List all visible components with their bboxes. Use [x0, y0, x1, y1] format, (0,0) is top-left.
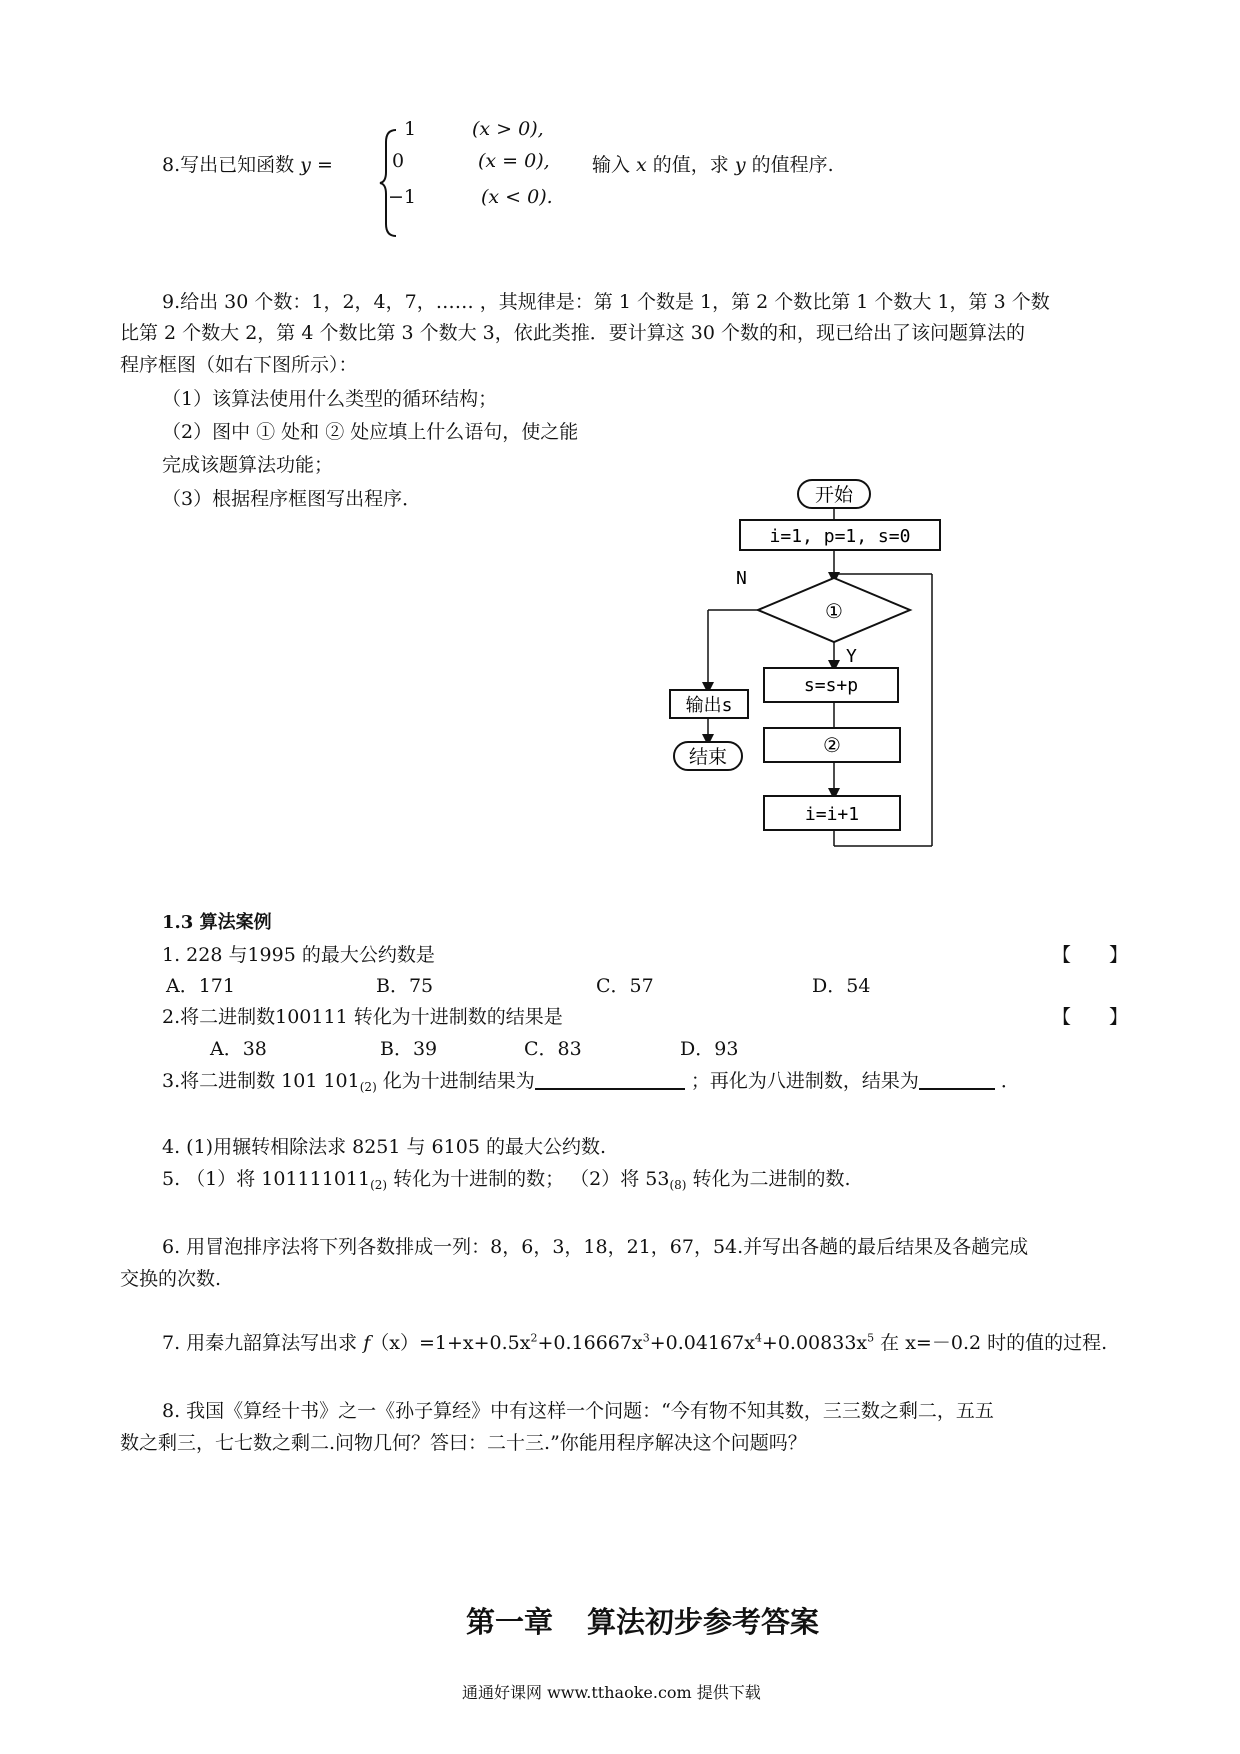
s13-q2-option-a: A．38: [210, 1038, 267, 1060]
s13-q1: 1. 228 与1995 的最大公约数是: [162, 944, 435, 966]
s13-q2-option-b: B．39: [380, 1038, 438, 1060]
s13-q3-blank1: [535, 1068, 685, 1090]
s13-q3-sub: (2): [359, 1080, 377, 1094]
q9-sub3: （3）根据程序框图写出程序．: [162, 488, 422, 510]
s13-q7-a: 7. 用秦九韶算法写出求: [162, 1332, 364, 1354]
flow-step1-label: s=s+p: [803, 675, 859, 696]
s13-q7-e: +0.00833x: [761, 1332, 868, 1354]
q9-sub1: （1）该算法使用什么类型的循环结构；: [162, 388, 498, 410]
s13-q7-d: +0.04167x: [649, 1332, 755, 1354]
q8-prefix: [162, 150, 333, 177]
flowchart: [660, 470, 960, 850]
s13-q5-sub2: (8): [669, 1178, 687, 1192]
s13-q7-exp3: 3: [642, 1331, 650, 1345]
q8-suffix-a: 输入: [592, 154, 637, 176]
chapter-title-b: 算法初步参考答案: [587, 1605, 820, 1639]
q8-eq: =: [310, 154, 333, 176]
s13-q3-c: ；再化为八进制数，结果为: [684, 1070, 919, 1092]
q8-suffix-x: x: [636, 154, 647, 176]
q8-suffix-c: 的值程序.: [745, 154, 834, 176]
s13-q7: [162, 1328, 1107, 1355]
q8-brace: [378, 128, 400, 238]
s13-q2-option-d: D．93: [680, 1038, 739, 1060]
q9-sub2b: 完成该题算法功能；: [162, 454, 334, 476]
s13-q2: 2.将二进制数100111 转化为十进制数的结果是: [162, 1006, 563, 1028]
s13-q6-line2: 交换的次数.: [120, 1268, 222, 1290]
q8-case1-value: 1: [404, 118, 417, 140]
s13-q7-exp2: 2: [530, 1331, 538, 1345]
s13-q3-d: ．: [994, 1070, 1020, 1092]
q8-case3-cond: (x < 0).: [481, 186, 553, 208]
s13-q2-option-c: C．83: [524, 1038, 582, 1060]
s13-q4: 4. (1)用辗转相除法求 8251 与 6105 的最大公约数.: [162, 1136, 606, 1158]
q8-suffix-b: 的值，求: [646, 154, 735, 176]
q8-case3-value: −1: [388, 186, 417, 208]
q9-sub2a: （2）图中 ① 处和 ② 处应填上什么语句，使之能: [162, 421, 579, 443]
q8-case2-value: 0: [392, 150, 405, 172]
q8-prefix-text: 8.写出已知函数: [162, 154, 301, 176]
flow-init-label: i=1, p=1, s=0: [769, 526, 911, 547]
flow-output-label: 输出s: [685, 695, 733, 716]
s13-q7-c: +0.16667x: [537, 1332, 643, 1354]
q9-line3: 程序框图（如右下图所示）：: [120, 354, 358, 376]
s13-q7-exp4: 4: [754, 1331, 762, 1345]
flow-end-label: 结束: [688, 746, 728, 768]
q8-y-var: y: [300, 154, 311, 176]
q8-case2-cond: (x = 0),: [478, 150, 550, 172]
s13-q1-option-b: B．75: [376, 975, 434, 997]
s13-q5-a: 5. （1）将 101111011: [162, 1168, 371, 1190]
s13-q2-bracket: 【 】: [1052, 1006, 1129, 1028]
q9-line1: 9.给出 30 个数：1，2，4，7，…… ，其规律是：第 1 个数是 1，第 2 个数比第 1 个数大 1，第 3 个数: [162, 291, 1050, 313]
q8-suffix-y: y: [734, 154, 746, 176]
s13-q1-bracket: 【 】: [1052, 944, 1129, 966]
q8-case1-cond: (x > 0),: [472, 118, 544, 140]
flow-start-label: 开始: [814, 484, 854, 506]
s13-q3-a: 3.将二进制数 101 101: [162, 1070, 360, 1092]
chapter-title: [466, 1600, 819, 1641]
flow-no-label: N: [736, 568, 747, 589]
footer: 通通好课网 www.tthaoke.com 提供下载: [462, 1683, 761, 1702]
s13-q7-f-tail: 在 x=－0.2 时的值的过程.: [874, 1332, 1108, 1354]
s13-q8-line2: 数之剩三，七七数之剩二.问物几何？答曰：二十三.”你能用程序解决这个问题吗？: [120, 1432, 807, 1454]
s13-q5-b: 转化为十进制的数； （2）将 53: [387, 1168, 670, 1190]
s13-q3-b: 化为十进制结果为: [376, 1070, 535, 1092]
s13-q7-f: f: [363, 1332, 371, 1354]
s13-q1-option-c: C．57: [596, 975, 654, 997]
flow-step3-label: i=i+1: [804, 804, 860, 825]
section-title: 1.3 算法案例: [162, 912, 272, 933]
s13-q7-exp5: 5: [867, 1331, 875, 1345]
s13-q5-sub1: (2): [370, 1178, 388, 1192]
s13-q3-blank2: [919, 1068, 995, 1090]
s13-q3: [162, 1066, 1020, 1094]
s13-q5-c: 转化为二进制的数.: [686, 1168, 851, 1190]
s13-q8-line1: 8. 我国《算经十书》之一《孙子算经》中有这样一个问题：“今有物不知其数，三三数之剩二，五五: [162, 1400, 994, 1422]
s13-q5: [162, 1164, 851, 1192]
q8-suffix: [592, 150, 834, 177]
s13-q1-option-d: D．54: [812, 975, 871, 997]
s13-q1-option-a: A．171: [166, 975, 235, 997]
flow-yes-label: Y: [846, 646, 857, 667]
q9-line2: 比第 2 个数大 2，第 4 个数比第 3 个数大 3，依此类推．要计算这 30 个数的和，现已给出了该问题算法的: [120, 322, 1026, 344]
flow-step2-label: ②: [823, 733, 841, 757]
s13-q7-b: （x）=1+x+0.5x: [370, 1332, 531, 1354]
flow-decision-label: ①: [825, 599, 843, 623]
chapter-title-a: 第一章: [466, 1605, 554, 1639]
s13-q6-line1: 6. 用冒泡排序法将下列各数排成一列：8，6，3，18，21，67，54.并写出各趟的最后结果及各趟完成: [162, 1236, 1029, 1258]
